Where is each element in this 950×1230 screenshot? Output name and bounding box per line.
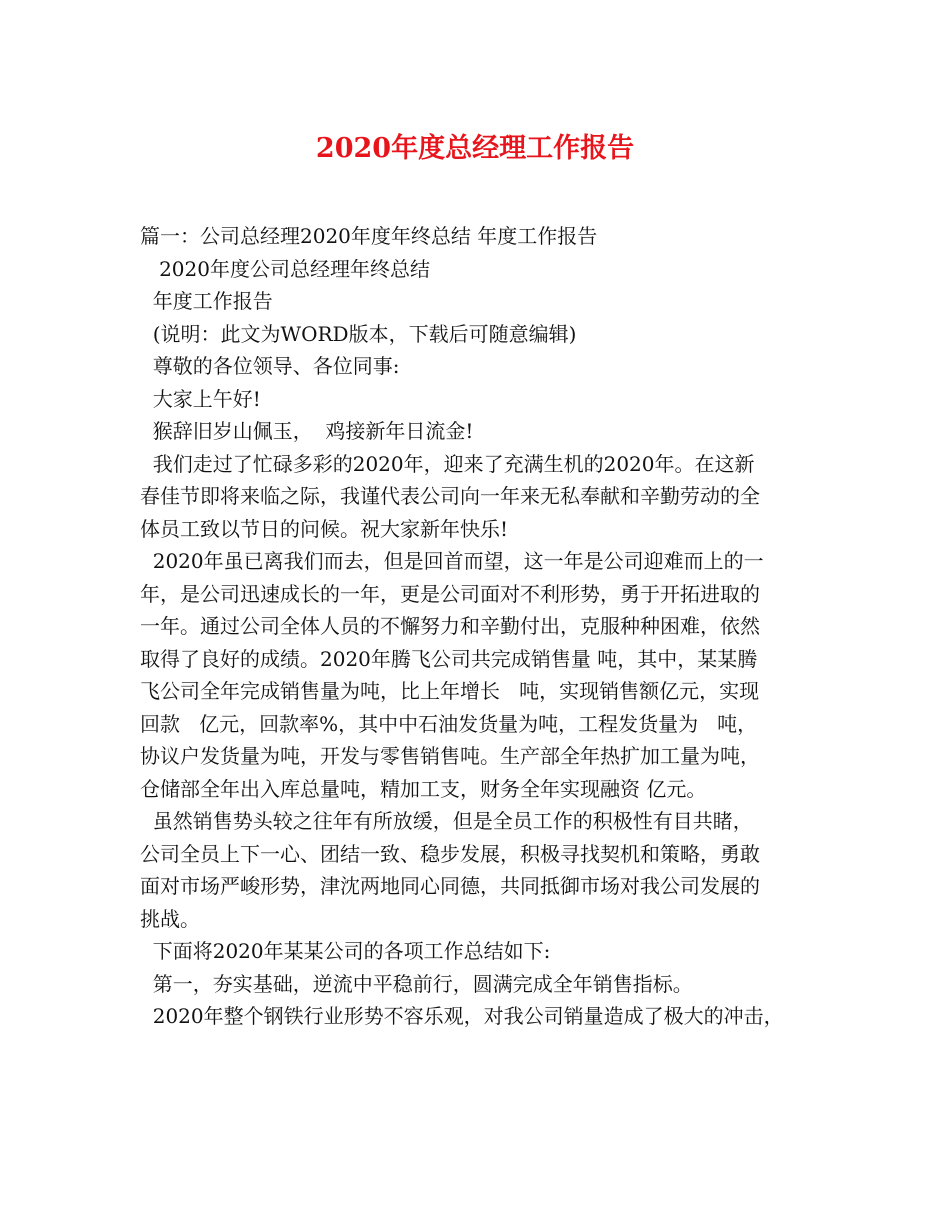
body-line: 大家上午好!	[140, 386, 261, 411]
body-line: 年，是公司迅速成长的一年，更是公司面对不利形势，勇于开拓进取的	[140, 581, 760, 606]
body-line: 我们走过了忙碌多彩的2020年，迎来了充满生机的2020年。在这新	[140, 451, 755, 476]
document-body	[140, 220, 830, 1033]
body-line: 公司全员上下一心、团结一致、稳步发展，积极寻找契机和策略，勇敢	[140, 841, 760, 866]
body-line: 篇一：公司总经理2020年度年终总结 年度工作报告	[140, 224, 598, 248]
body-line: 一年。通过公司全体人员的不懈努力和辛勤付出，克服种种困难，依然	[140, 614, 760, 638]
body-line: 体员工致以节日的问候。祝大家新年快乐!	[140, 516, 509, 541]
body-line: 2020年度公司总经理年终总结	[140, 256, 430, 281]
body-line: 虽然销售势头较之往年有所放缓，但是全员工作的积极性有目共睹，	[140, 809, 753, 833]
document-title: 2020年度总经理工作报告	[315, 133, 635, 164]
body-line: 面对市场严峻形势，津沈两地同心同德，共同抵御市场对我公司发展的	[140, 874, 760, 898]
body-line: 协议户发货量为吨，开发与零售销售吨。生产部全年热扩加工量为吨，	[140, 744, 760, 768]
body-line: 2020年虽已离我们而去，但是回首而望，这一年是公司迎难而上的一	[140, 549, 764, 573]
body-line: 猴辞旧岁山佩玉， 鸡接新年日流金!	[140, 419, 474, 443]
body-line: 年度工作报告	[140, 289, 273, 313]
body-line: 2020年整个钢铁行业形势不容乐观，对我公司销量造成了极大的冲击，	[140, 1004, 784, 1028]
body-line: (说明：此文为WORD版本，下载后可随意编辑)	[140, 321, 577, 346]
body-line: 挑战。	[140, 906, 200, 931]
body-line: 尊敬的各位领导、各位同事:	[140, 354, 400, 378]
body-line: 回款 亿元，回款率%，其中中石油发货量为吨，工程发货量为 吨，	[140, 711, 758, 736]
body-line: 下面将2020年某某公司的各项工作总结如下:	[140, 939, 551, 963]
body-line: 仓储部全年出入库总量吨，精加工支，财务全年实现融资 亿元。	[140, 776, 707, 801]
body-line: 第一，夯实基础，逆流中平稳前行，圆满完成全年销售指标。	[140, 971, 693, 996]
body-line: 取得了良好的成绩。2020年腾飞公司共完成销售量 吨，其中，某某腾	[140, 646, 758, 671]
body-line: 春佳节即将来临之际，我谨代表公司向一年来无私奉献和辛勤劳动的全	[140, 484, 760, 508]
body-line: 飞公司全年完成销售量为吨，比上年增长 吨，实现销售额亿元，实现	[140, 679, 760, 703]
